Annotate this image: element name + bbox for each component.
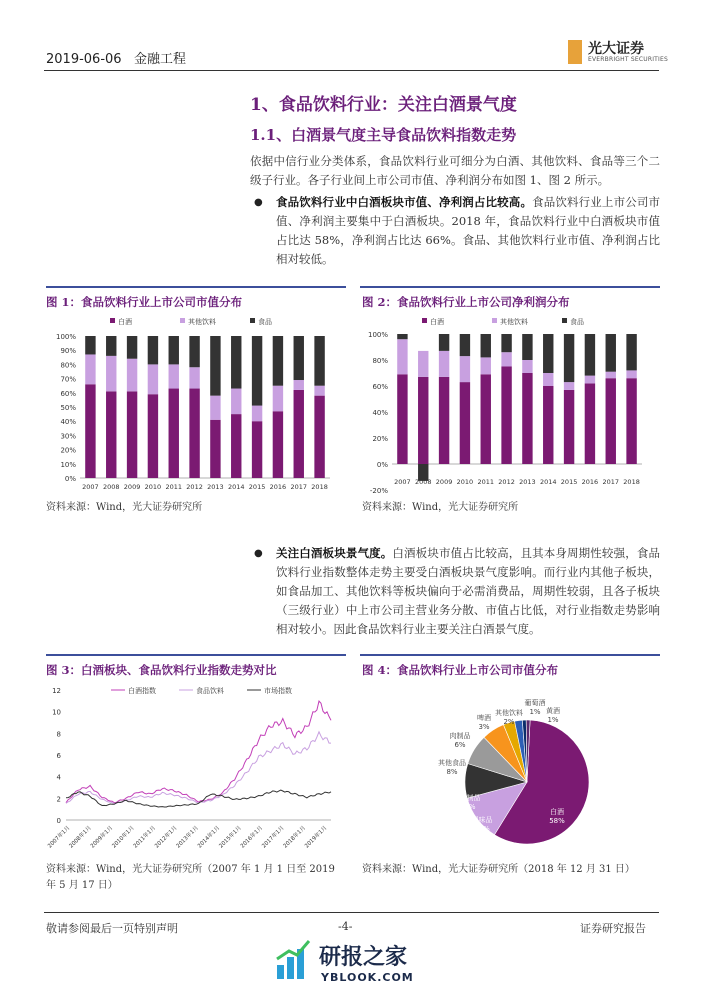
bar-segment <box>606 372 616 379</box>
bar-segment <box>85 354 95 384</box>
bar-segment <box>564 334 574 382</box>
x-tick-label: 2011年1月 <box>132 825 158 850</box>
legend-swatch <box>422 318 427 323</box>
x-tick-label: 2007年1月 <box>47 825 72 850</box>
bar-segment <box>439 334 449 351</box>
bar-segment <box>439 351 449 377</box>
logo-cn: 光大证券 <box>588 41 644 57</box>
bar-segment <box>543 334 553 373</box>
x-tick-label: 2009 <box>123 483 141 491</box>
legend-label: 白酒指数 <box>128 687 156 695</box>
legend-label: 白酒 <box>430 318 444 326</box>
bar-segment <box>273 336 283 386</box>
bar-segment <box>210 420 220 478</box>
heading-1: 1、食品饮料行业：关注白酒景气度 <box>250 95 517 115</box>
bar-segment <box>439 377 449 464</box>
y-tick-label: 0% <box>64 475 76 483</box>
bar-segment <box>481 374 491 464</box>
pie-label-name: 啤酒 <box>477 714 491 722</box>
header-rule <box>44 70 659 71</box>
x-tick-label: 2017年1月 <box>261 825 286 850</box>
y-tick-label: 80% <box>372 357 388 365</box>
watermark-cn: 研报之家 <box>319 945 408 970</box>
header-date-section <box>46 48 186 67</box>
y-tick-label: 60% <box>60 389 76 398</box>
bar-segment <box>481 357 491 374</box>
fig2-chart <box>360 312 660 496</box>
logo-mark-icon <box>568 40 582 64</box>
pie-label-value: 12% <box>474 825 490 833</box>
legend-swatch <box>110 318 115 323</box>
bar-segment <box>189 336 199 367</box>
bullet-2-paragraph <box>276 544 660 639</box>
intro-paragraph: 依据中信行业分类体系，食品饮料行业可细分为白酒、其他饮料、食品等三个二级子行业。各子行业间上市公司市值、净利润分布如图 1、图 2 所示。 <box>250 154 660 187</box>
pie-label-name: 其他饮料 <box>495 709 523 717</box>
pie-label-name: 黄酒 <box>546 707 560 715</box>
bar-segment <box>210 336 220 396</box>
x-tick-label: 2009年1月 <box>89 825 115 850</box>
bar-segment <box>397 374 407 464</box>
x-tick-label: 2010年1月 <box>111 825 136 850</box>
bar-segment <box>460 356 470 382</box>
y-tick-label: -20% <box>369 487 388 495</box>
report-date: 2019-06-06 <box>46 52 122 67</box>
fig3-title: 图 3：白酒板块、食品饮料行业指数走势对比 <box>46 663 277 677</box>
bar-segment <box>606 334 616 372</box>
bar-segment <box>273 411 283 478</box>
bar-segment <box>418 377 428 464</box>
bar-segment <box>106 356 116 392</box>
bar-segment <box>273 386 283 412</box>
bar-segment <box>127 336 137 359</box>
fig1-source: 资料来源：Wind，光大证券研究所 <box>46 502 203 513</box>
y-tick-label: 80% <box>60 361 76 370</box>
x-tick-label: 2012 <box>498 478 515 486</box>
pie-label-name: 调味品 <box>471 816 493 824</box>
bar-segment <box>231 389 241 415</box>
y-tick-label: 90% <box>60 347 76 356</box>
bullet-2-bold: 关注白酒板块景气度。 <box>276 546 393 560</box>
bar-segment <box>148 364 158 394</box>
footer-rule <box>44 912 659 913</box>
bar-segment <box>314 336 324 386</box>
pie-label-name: 葡萄酒 <box>524 699 546 707</box>
bar-segment <box>564 390 574 464</box>
fig4-chart <box>362 680 660 856</box>
x-tick-label: 2012年1月 <box>154 825 179 850</box>
bar-segment <box>626 334 636 370</box>
x-tick-label: 2007 <box>394 478 411 486</box>
pie-label-value: 3% <box>478 723 490 731</box>
bar-segment <box>231 336 241 389</box>
legend-swatch <box>562 318 567 323</box>
bar-segment <box>148 394 158 478</box>
x-tick-label: 2016 <box>269 483 287 491</box>
bar-segment <box>397 339 407 374</box>
figure-divider <box>46 286 660 288</box>
y-tick-label: 20% <box>60 446 76 455</box>
fig2-source: 资料来源：Wind，光大证券研究所 <box>362 502 519 513</box>
bar-segment <box>85 384 95 478</box>
bar-segment <box>564 382 574 390</box>
bar-segment <box>522 360 532 373</box>
bar-segment <box>501 352 511 366</box>
x-tick-label: 2010 <box>144 483 162 491</box>
bullet-1-bold: 食品饮料行业中白酒板块市值、净利润占比较高。 <box>276 195 533 209</box>
legend-swatch <box>180 318 185 323</box>
bar-segment <box>169 336 179 364</box>
footer-disclaimer: 敬请参阅最后一页特别声明 <box>46 922 178 935</box>
footer-page-number: -4- <box>338 920 353 933</box>
bar-segment <box>522 334 532 360</box>
x-tick-label: 2017 <box>290 483 308 491</box>
bar-segment <box>169 389 179 478</box>
y-tick-label: 0% <box>376 461 388 469</box>
y-tick-label: 100% <box>367 331 388 339</box>
x-tick-label: 2007 <box>82 483 99 491</box>
report-section: 金融工程 <box>133 52 186 67</box>
legend-label: 市场指数 <box>264 687 292 695</box>
y-tick-label: 50% <box>60 404 76 412</box>
legend-swatch <box>250 318 255 323</box>
y-tick-label: 10% <box>60 460 76 469</box>
y-tick-label: 4 <box>56 773 61 782</box>
x-tick-label: 2019年1月 <box>304 825 329 850</box>
bullet-2-text: 白酒板块市值占比较高，且其本身周期性较强，食品饮料行业指数整体走势主要受白酒板块景气度影响。而行业内其他子板块，如食品加工、其他饮料等板块偏向于必需消费品，周期性较弱，且各子板块（三级行业）中上市公司主营业务分散、市值占比低，对行业指数走势影响相对较小。因此食品饮料行业主要关注白酒景气度。 <box>276 546 660 636</box>
pie-label-value: 9% <box>464 803 476 811</box>
fig4-title: 图 4：食品饮料行业上市公司市值分布 <box>362 663 559 677</box>
y-tick-label: 2 <box>56 795 61 804</box>
bar-segment <box>543 386 553 464</box>
fig3-chart <box>46 680 338 856</box>
bullet-dot-1: ● <box>254 197 263 208</box>
everbright-logo <box>568 36 668 68</box>
x-tick-label: 2011 <box>165 483 183 491</box>
footer-report-type: 证券研究报告 <box>580 922 646 935</box>
figure-divider-2 <box>46 654 660 656</box>
x-tick-label: 2008 <box>414 478 432 486</box>
legend-label: 食品 <box>258 318 272 326</box>
bar-segment <box>460 334 470 356</box>
pie-label-name: 其他食品 <box>438 759 466 767</box>
logo-en: EVERBRIGHT SECURITIES <box>588 56 668 63</box>
bullet-dot-2: ● <box>254 548 263 559</box>
bar-segment <box>294 390 304 478</box>
x-tick-label: 2008年1月 <box>68 825 93 850</box>
pie-label-value: 8% <box>446 768 458 776</box>
x-tick-label: 2014 <box>227 483 245 491</box>
pie-label-value: 6% <box>454 741 466 749</box>
bar-segment <box>418 351 428 377</box>
x-tick-label: 2014年1月 <box>196 825 222 850</box>
bar-segment <box>231 414 241 478</box>
legend-swatch <box>492 318 497 323</box>
legend-label: 食品饮料 <box>196 687 224 695</box>
x-tick-label: 2016年1月 <box>239 825 265 850</box>
x-tick-label: 2013年1月 <box>175 825 200 850</box>
bar-segment <box>148 336 158 364</box>
legend-label: 其他饮料 <box>188 318 216 326</box>
y-tick-label: 12 <box>52 687 61 695</box>
y-tick-label: 70% <box>60 375 76 384</box>
x-tick-label: 2009 <box>435 478 453 486</box>
bar-segment <box>397 334 407 339</box>
y-tick-label: 40% <box>60 418 76 427</box>
x-tick-label: 2018年1月 <box>282 825 307 850</box>
legend-label: 食品 <box>570 318 584 326</box>
x-tick-label: 2008 <box>102 483 120 491</box>
x-tick-label: 2017 <box>602 478 620 486</box>
bar-segment <box>501 367 511 465</box>
pie-label-value: 1% <box>547 716 559 724</box>
bar-segment <box>189 389 199 478</box>
bar-segment <box>85 336 95 354</box>
pie-label-value: 2% <box>503 718 515 726</box>
bar-segment <box>522 373 532 464</box>
x-tick-label: 2010 <box>456 478 474 486</box>
y-tick-label: 0 <box>56 817 61 825</box>
bar-segment <box>127 391 137 478</box>
legend-label: 其他饮料 <box>500 318 528 326</box>
pie-label-value: 1% <box>529 708 541 716</box>
pie-label-name: 乳制品 <box>459 794 481 802</box>
fig4-source: 资料来源：Wind，光大证券研究所（2018 年 12 月 31 日） <box>362 864 635 875</box>
x-tick-label: 2013 <box>207 483 224 491</box>
bar-segment <box>585 383 595 464</box>
y-tick-label: 60% <box>372 383 388 391</box>
pie-label-name: 白酒 <box>550 808 564 816</box>
x-tick-label: 2015 <box>560 478 578 486</box>
bar-segment <box>252 406 262 422</box>
bar-segment <box>585 334 595 376</box>
bar-segment <box>481 334 491 357</box>
bar-segment <box>189 367 199 388</box>
bar-segment <box>252 421 262 478</box>
legend-label: 白酒 <box>118 318 132 326</box>
x-tick-label: 2018 <box>311 483 328 491</box>
bar-segment <box>127 359 137 392</box>
bar-segment <box>585 376 595 384</box>
bar-segment <box>626 378 636 464</box>
fig3-source: 资料来源：Wind，光大证券研究所（2007 年 1 月 1 日至 2019 年 5 月 17 日） <box>46 864 335 891</box>
bar-segment <box>314 396 324 478</box>
fig1-chart <box>46 312 336 496</box>
fig1-title: 图 1：食品饮料行业上市公司市值分布 <box>46 295 243 309</box>
pie-label-name: 肉制品 <box>449 732 471 740</box>
bar-segment <box>169 364 179 388</box>
y-tick-label: 8 <box>56 730 61 739</box>
watermark <box>275 937 465 985</box>
bar-segment <box>106 336 116 356</box>
y-tick-label: 30% <box>60 432 76 441</box>
y-tick-label: 6 <box>56 752 61 760</box>
bullet-1-text: 食品饮料行业上市公司市值、净利润主要集中于白酒板块。2018 年，食品饮料行业中白酒板块市值占比达 58%，净利润占比达 66%。食品、其他饮料行业市值、净利润占比相对较低。 <box>276 195 660 266</box>
y-tick-label: 10 <box>52 708 61 717</box>
bar-segment <box>210 396 220 420</box>
bar-segment <box>294 380 304 390</box>
y-tick-label: 40% <box>372 409 388 417</box>
x-tick-label: 2016 <box>581 478 599 486</box>
y-tick-label: 20% <box>372 435 388 443</box>
watermark-en: YBLOOK.COM <box>321 971 414 984</box>
bar-segment <box>543 373 553 386</box>
watermark-chart-icon <box>277 941 309 979</box>
bullet-1-paragraph <box>276 193 660 269</box>
bar-segment <box>294 336 304 380</box>
pie-label-value: 58% <box>549 817 565 825</box>
x-tick-label: 2015年1月 <box>218 825 243 850</box>
x-tick-label: 2013 <box>519 478 536 486</box>
y-tick-label: 100% <box>55 333 76 341</box>
x-tick-label: 2011 <box>477 478 495 486</box>
bar-segment <box>501 334 511 352</box>
x-tick-label: 2015 <box>248 483 266 491</box>
x-tick-label: 2012 <box>186 483 203 491</box>
bar-segment <box>314 386 324 396</box>
bar-segment <box>252 336 262 406</box>
fig2-title: 图 2：食品饮料行业上市公司净利润分布 <box>362 295 570 309</box>
x-tick-label: 2018 <box>623 478 640 486</box>
bar-segment <box>606 378 616 464</box>
bar-segment <box>106 391 116 478</box>
bar-segment <box>626 370 636 378</box>
bar-segment <box>460 382 470 464</box>
heading-2: 1.1、白酒景气度主导食品饮料指数走势 <box>250 126 517 144</box>
x-tick-label: 2014 <box>539 478 557 486</box>
